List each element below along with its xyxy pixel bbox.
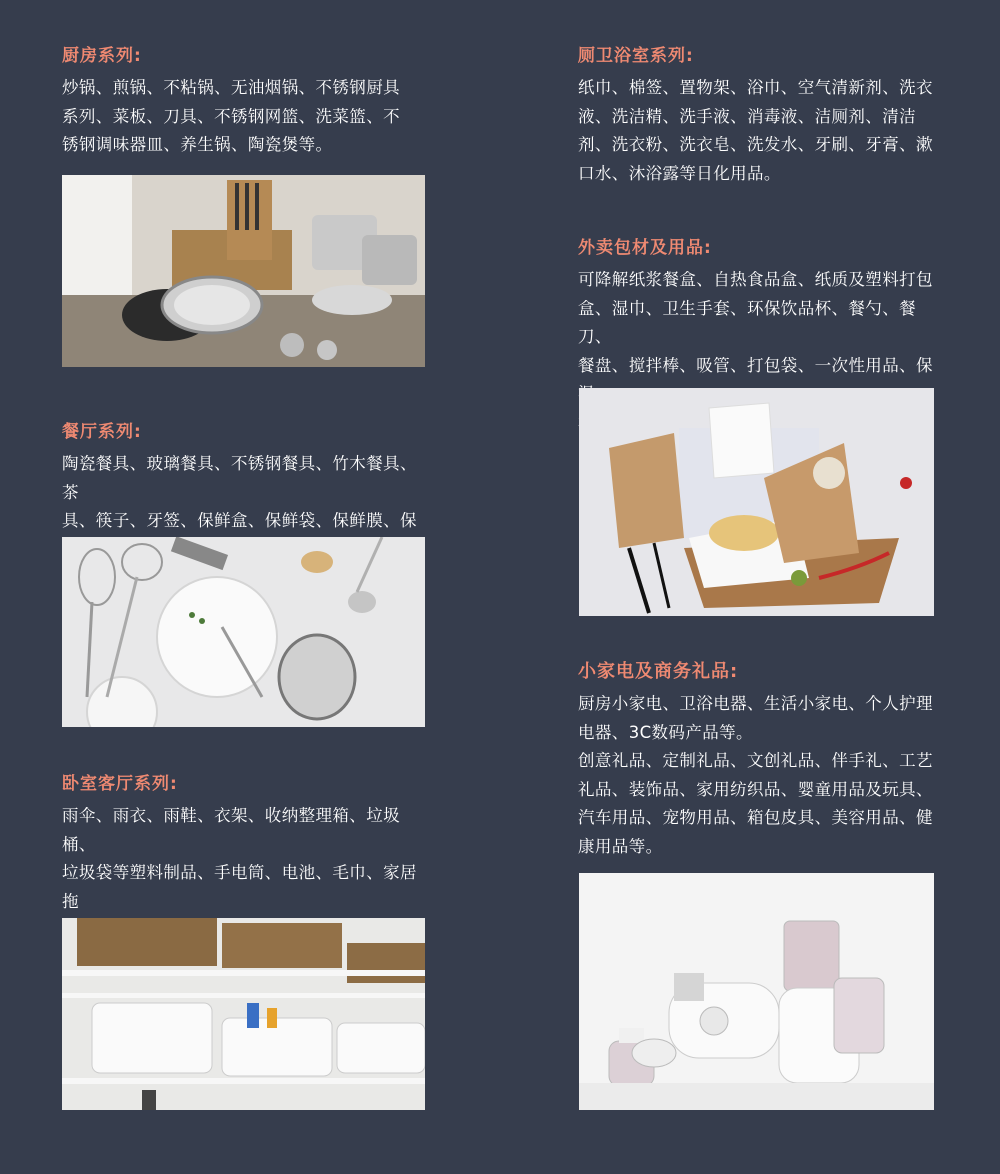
bathroom-line: 口水、沐浴露等日化用品。 bbox=[578, 163, 781, 183]
takeaway-line: 盒、湿巾、卫生手套、环保饮品杯、餐勺、餐刀、 bbox=[578, 298, 916, 346]
bathroom-line: 纸巾、棉签、置物架、浴巾、空气清新剂、洗衣 bbox=[578, 78, 933, 97]
bathroom-section bbox=[578, 44, 948, 188]
appliances-text bbox=[578, 690, 948, 861]
kitchen-line: 锈钢调味器皿、养生锅、陶瓷煲等。 bbox=[62, 135, 333, 154]
bedroom-line: 雨伞、雨衣、雨鞋、衣架、收纳整理箱、垃圾桶、 bbox=[62, 806, 400, 854]
appliances-line: 康用品等。 bbox=[578, 836, 663, 856]
kitchen-text bbox=[62, 74, 432, 160]
bedroom-line: 垃圾袋等塑料制品、手电筒、电池、毛巾、家居拖 bbox=[62, 863, 417, 911]
appliances-title: 小家电及商务礼品: bbox=[578, 661, 739, 682]
kitchen-cookware-photo bbox=[62, 175, 425, 367]
bathroom-line: 液、洗洁精、洗手液、消毒液、洁厕剂、清洁 bbox=[578, 106, 916, 126]
kitchen-title: 厨房系列: bbox=[62, 46, 142, 66]
small-appliances-photo bbox=[579, 873, 934, 1110]
restaurant-line: 具、筷子、牙签、保鲜盒、保鲜袋、保鲜膜、保 bbox=[62, 511, 417, 530]
tableware-utensils-photo bbox=[62, 537, 425, 727]
bathroom-text bbox=[578, 74, 948, 188]
takeaway-line: 餐盘、搅拌棒、吸管、打包袋、一次性用品、保 bbox=[578, 355, 933, 375]
takeaway-line: 可降解纸浆餐盒、自热食品盒、纸质及塑料打包 bbox=[578, 270, 933, 289]
bathroom-title: 厕卫浴室系列: bbox=[578, 46, 694, 66]
takeaway-title: 外卖包材及用品: bbox=[578, 238, 712, 258]
bedroom-title: 卧室客厅系列: bbox=[62, 774, 178, 794]
appliances-line: 汽车用品、宠物用品、箱包皮具、美容用品、健 bbox=[578, 808, 933, 827]
kitchen-line: 炒锅、煎锅、不粘锅、无油烟锅、不锈钢厨具 bbox=[62, 78, 400, 97]
appliances-line: 电器、3C数码产品等。 bbox=[578, 722, 753, 742]
appliances-line: 礼品、装饰品、家用纺织品、婴童用品及玩具、 bbox=[578, 779, 933, 799]
appliances-line: 创意礼品、定制礼品、文创礼品、伴手礼、工艺 bbox=[578, 751, 933, 770]
bathroom-line: 剂、洗衣粉、洗衣皂、洗发水、牙刷、牙膏、漱 bbox=[578, 135, 933, 154]
kitchen-line: 系列、菜板、刀具、不锈钢网篮、洗菜篮、不 bbox=[62, 106, 400, 126]
restaurant-line: 陶瓷餐具、玻璃餐具、不锈钢餐具、竹木餐具、茶 bbox=[62, 454, 417, 502]
restaurant-title: 餐厅系列: bbox=[62, 422, 142, 442]
storage-shelf-photo bbox=[62, 918, 425, 1110]
appliances-line: 厨房小家电、卫浴电器、生活小家电、个人护理 bbox=[578, 694, 933, 713]
takeaway-packaging-photo bbox=[579, 388, 934, 616]
kitchen-section bbox=[62, 44, 432, 160]
appliances-section bbox=[578, 660, 948, 861]
